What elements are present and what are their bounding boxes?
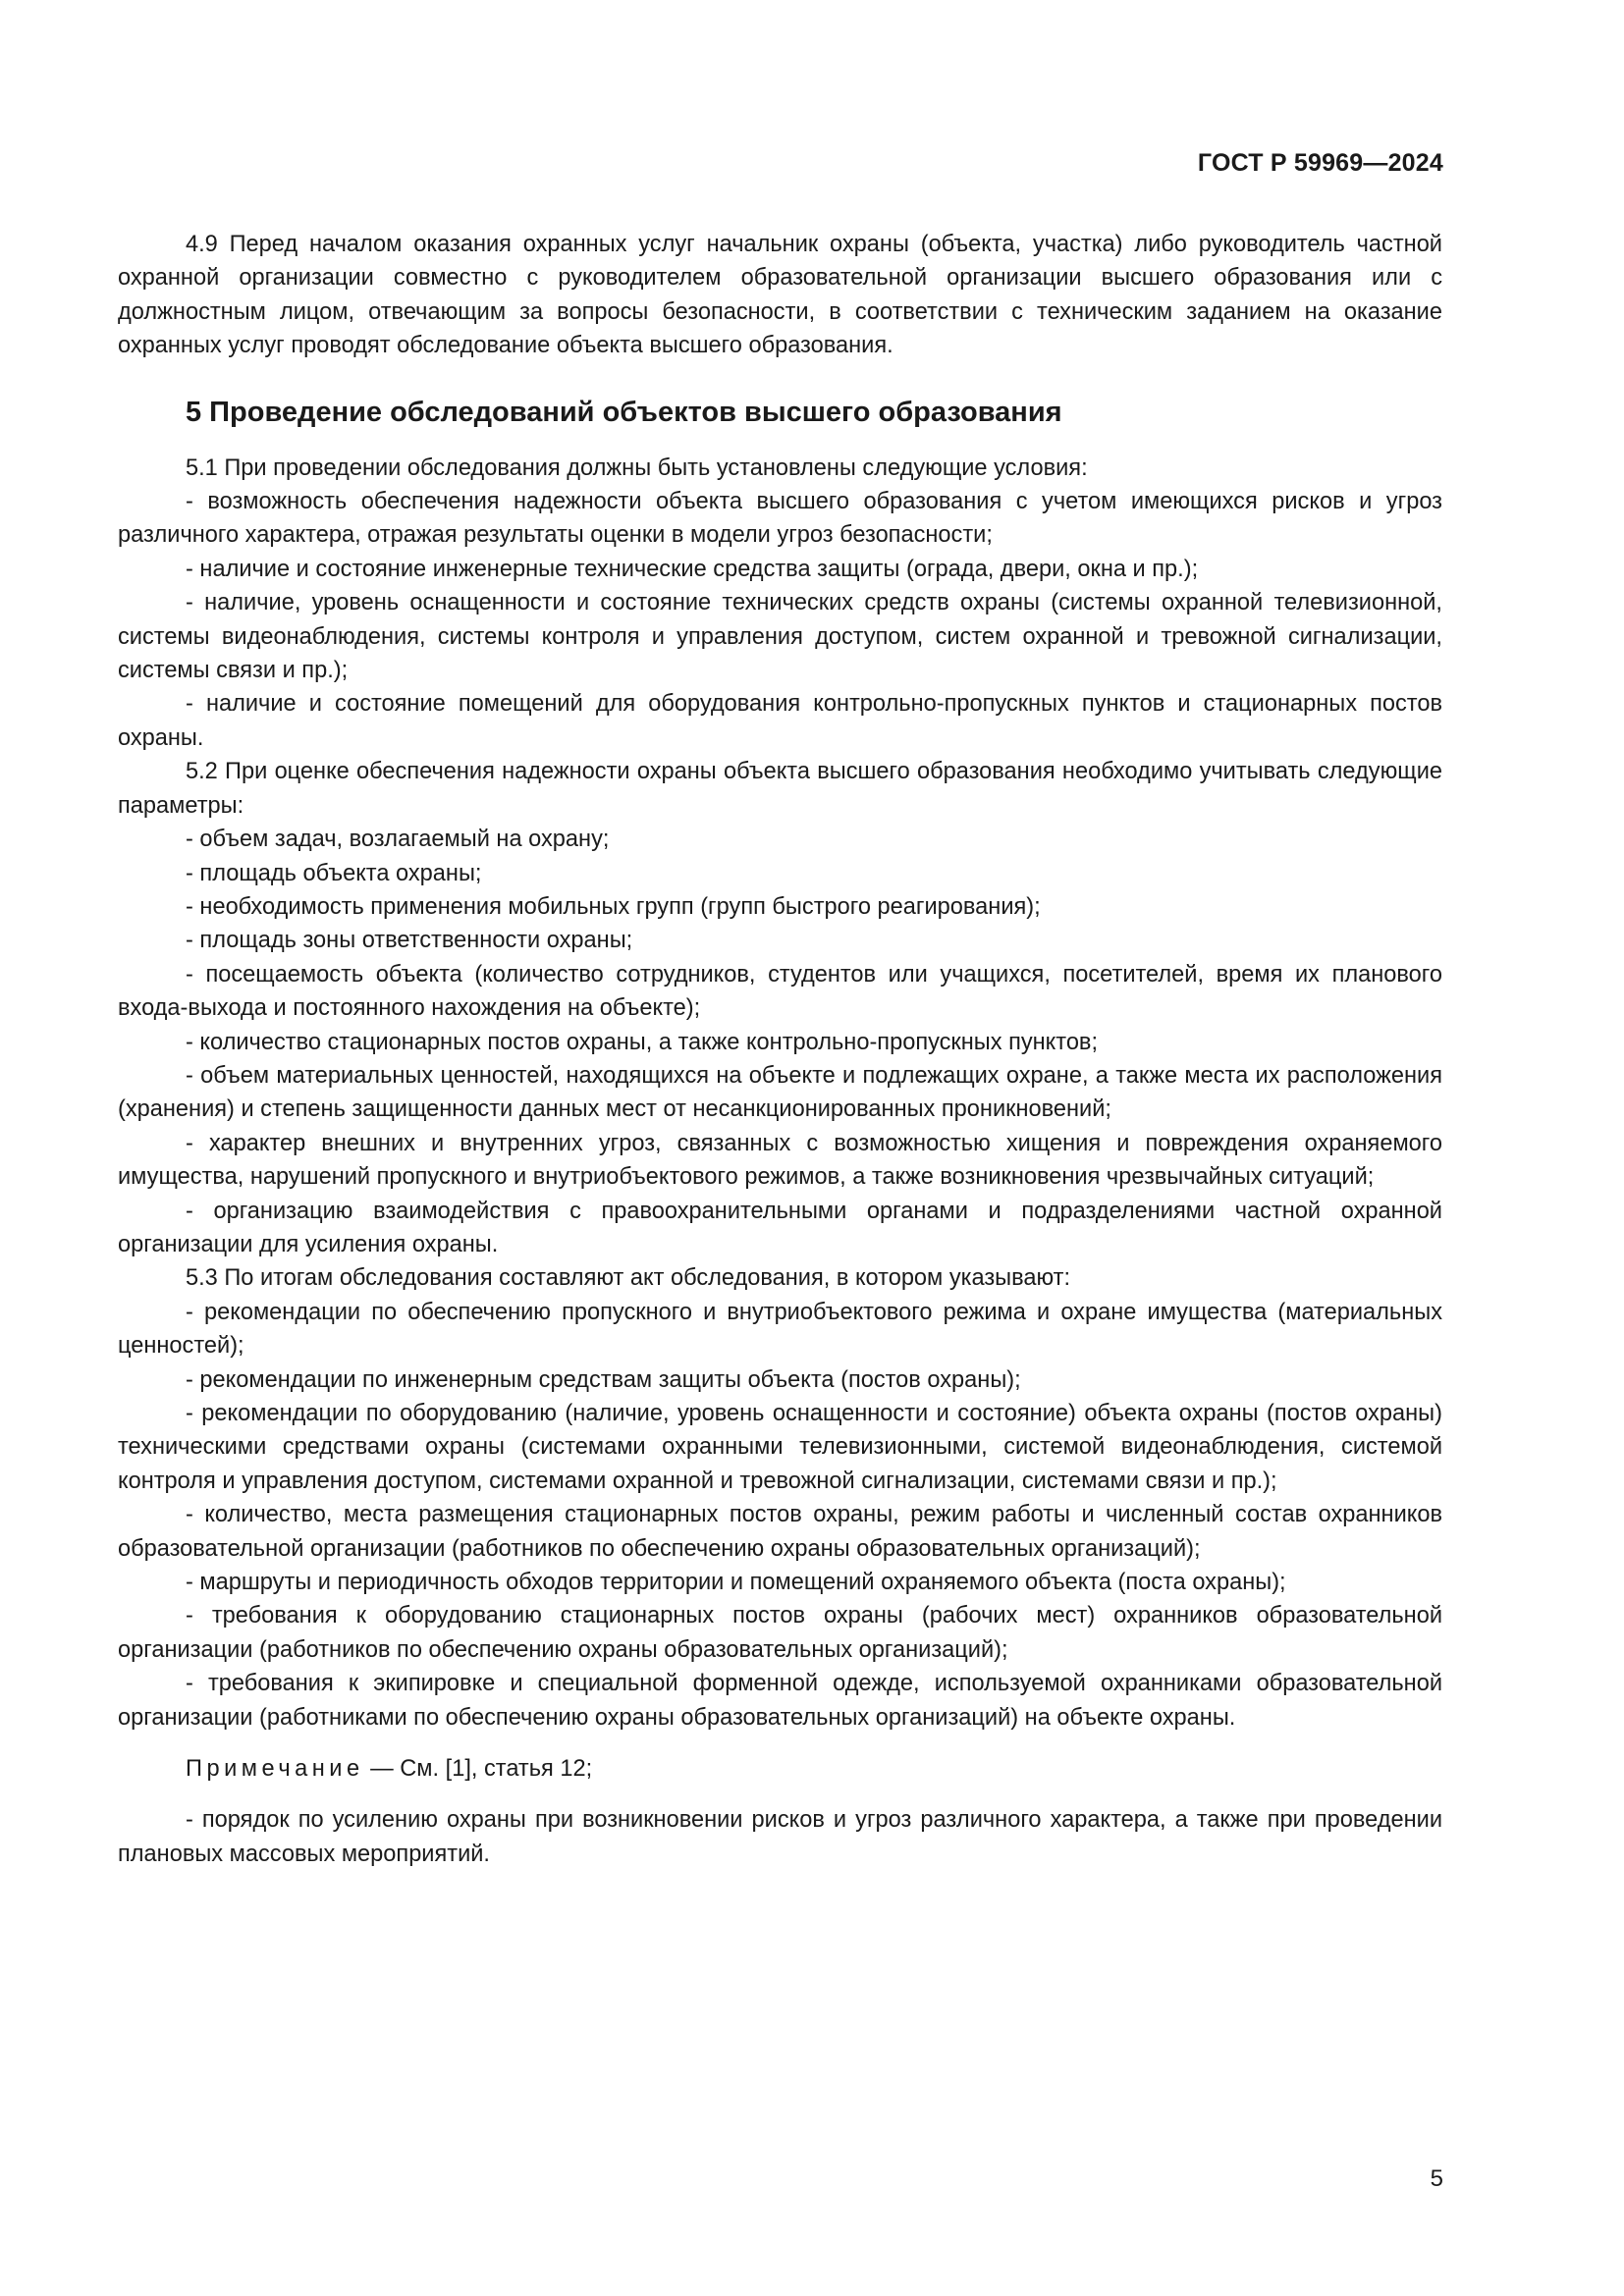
- list-item: - количество, места размещения стационарных постов охраны, режим работы и численный состав охранников образовательной организации (работников по обеспечению охраны образовательных организаций);: [118, 1502, 1442, 1562]
- list-item: - количество стационарных постов охраны, а также контрольно-пропускных пунктов;: [186, 1029, 1099, 1055]
- list-item: - объем задач, возлагаемый на охрану;: [186, 827, 610, 853]
- section-5-heading: 5 Проведение обследований объектов высшего образования: [186, 396, 1062, 428]
- clause-5-3-lead: 5.3 По итогам обследования составляют акт обследования, в котором указывают:: [186, 1265, 1071, 1292]
- list-item: - наличие и состояние помещений для оборудования контрольно-пропускных пунктов и стационарных постов охраны.: [118, 691, 1442, 751]
- list-item: - площадь зоны ответственности охраны;: [186, 928, 633, 954]
- note-label: Примечание: [186, 1756, 364, 1783]
- list-item: - рекомендации по инженерным средствам защиты объекта (постов охраны);: [186, 1366, 1021, 1393]
- list-item: - организацию взаимодействия с правоохранительными органами и подразделениями частной охранной организации для усиления охраны.: [118, 1198, 1442, 1257]
- document-code: ГОСТ Р 59969—2024: [1197, 149, 1443, 177]
- list-item: - требования к оборудованию стационарных постов охраны (рабочих мест) охранников образовательной организации (работников по обеспечению охраны образовательных организаций);: [118, 1603, 1442, 1663]
- list-item: - посещаемость объекта (количество сотрудников, студентов или учащихся, посетителей, время их планового входа-выхода и постоянного нахождения на объекте);: [118, 961, 1442, 1022]
- clause-5-1-lead: 5.1 При проведении обследования должны быть установлены следующие условия:: [186, 454, 1088, 481]
- list-item: - возможность обеспечения надежности объекта высшего образования с учетом имеющихся рисков и угроз различного характера, отражая результаты оценки в модели угроз безопасности;: [118, 489, 1442, 549]
- list-item: - наличие, уровень оснащенности и состояние технических средств охраны (системы охранной телевизионной, системы видеонаблюдения, системы контроля и управления доступом, систем охранной и тревожной сигнализации, системы связи и пр.);: [118, 590, 1442, 684]
- list-item: - необходимость применения мобильных групп (групп быстрого реагирования);: [186, 893, 1041, 920]
- list-item: - площадь объекта охраны;: [186, 860, 482, 886]
- note: [118, 1752, 1442, 1786]
- list-item: - требования к экипировке и специальной форменной одежде, используемой охранниками образовательной организации (работниками по обеспечению охраны образовательных организаций) на объекте охраны.: [118, 1671, 1442, 1731]
- clause-5-2-lead: 5.2 При оценке обеспечения надежности охраны объекта высшего образования необходимо учитывать следующие параметры:: [118, 759, 1442, 819]
- list-item: - рекомендации по обеспечению пропускного и внутриобъектового режима и охране имущества (материальных ценностей);: [118, 1299, 1442, 1360]
- list-item: - порядок по усилению охраны при возникновении рисков и угроз различного характера, а также при проведении плановых массовых мероприятий.: [118, 1807, 1442, 1867]
- page-number: 5: [1430, 2165, 1443, 2192]
- clause-4-9: 4.9 Перед началом оказания охранных услуг начальник охраны (объекта, участка) либо руководитель частной охранной организации совместно с руководителем образовательной организации высшего образования или с должностным лицом, отвечающим за вопросы безопасности, в соответствии с техническим заданием на оказание охранных услуг проводят обследование объекта высшего образования.: [118, 232, 1442, 359]
- list-item: - наличие и состояние инженерные технические средства защиты (ограда, двери, окна и пр.);: [186, 556, 1199, 582]
- list-item: - маршруты и периодичность обходов территории и помещений охраняемого объекта (поста охраны);: [186, 1570, 1286, 1596]
- list-item: - рекомендации по оборудованию (наличие, уровень оснащенности и состояние) объекта охраны (постов охраны) техническими средствами охраны (системами охранными телевизионными, системой видеонаблюдения, системой контроля и управления доступом, системами охранной и тревожной сигнализации, системами связи и пр.);: [118, 1401, 1442, 1494]
- document-body: [118, 228, 1442, 1871]
- list-item: - объем материальных ценностей, находящихся на объекте и подлежащих охране, а также места их расположения (хранения) и степень защищенности данных мест от несанкционированных проникновений;: [118, 1062, 1442, 1123]
- list-item: - характер внешних и внутренних угроз, связанных с возможностью хищения и повреждения охраняемого имущества, нарушений пропускного и внутриобъектового режимов, а также возникновения чрезвычайных ситуаций;: [118, 1130, 1442, 1191]
- note-text: — См. [1], статья 12;: [363, 1756, 593, 1783]
